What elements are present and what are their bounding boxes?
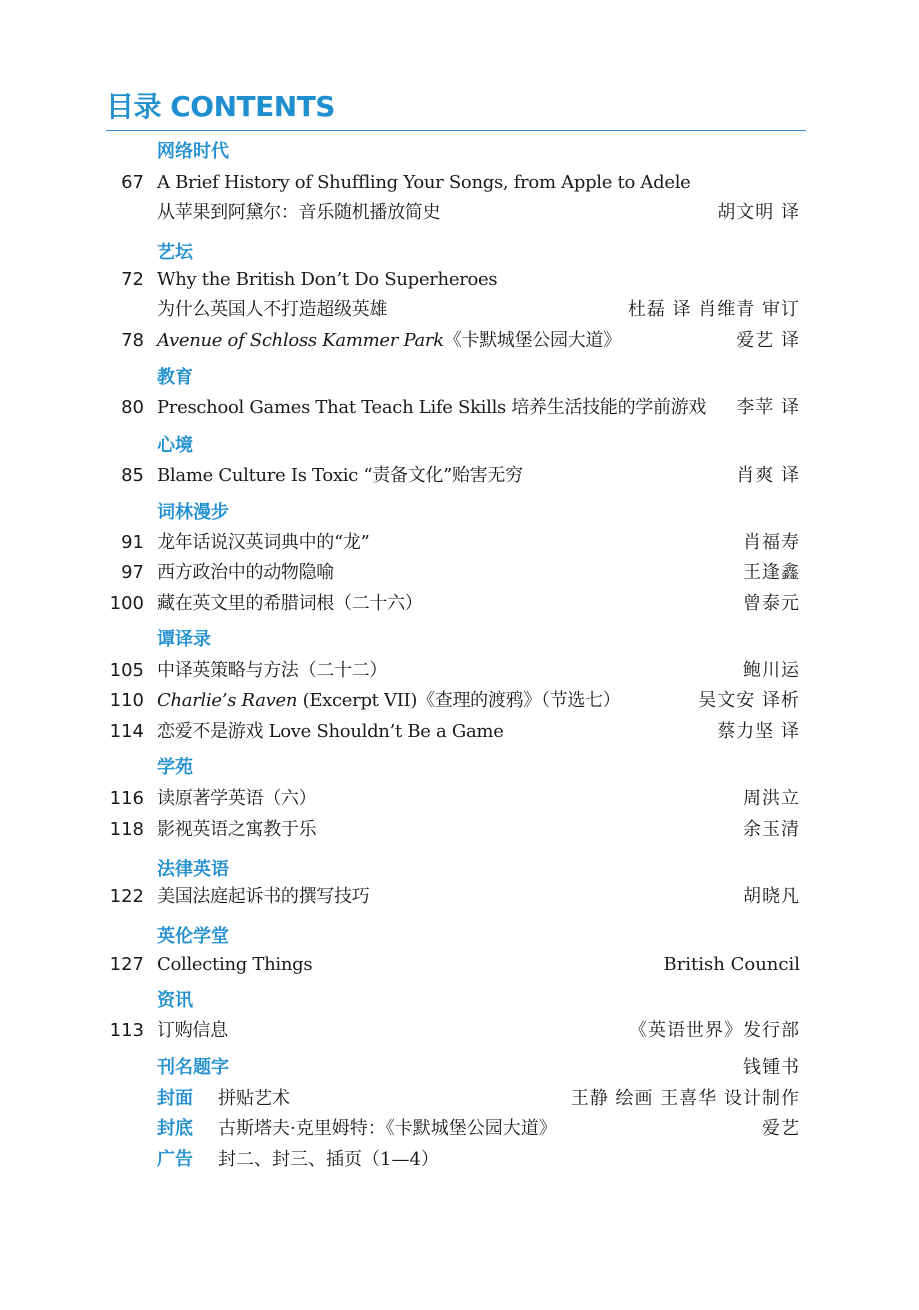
page-number: 113 (109, 1020, 144, 1041)
entry-credit: 周洪立 (743, 788, 800, 809)
toc-entry-line (0, 295, 919, 325)
entry-title: 读原著学英语（六） (157, 788, 317, 809)
entry-credit: British Council (663, 954, 800, 975)
entry-credit: 肖爽 译 (736, 465, 800, 486)
entry-title: Preschool Games That Teach Life Skills 培养生活技能的学前游戏 (157, 397, 707, 418)
page-number: 116 (109, 788, 144, 809)
entry-credit: 吴文安 译析 (698, 690, 800, 711)
entry-title: 藏在英文里的希腊词根（二十六） (157, 593, 423, 614)
page-number: 97 (121, 562, 144, 583)
entry-credit: 李苹 译 (736, 397, 800, 418)
cover-label: 封面 (157, 1088, 193, 1109)
entry-credit: 鲍川运 (743, 660, 800, 681)
section-heading: 艺坛 (157, 242, 193, 263)
page-number: 80 (121, 397, 144, 418)
page-number: 105 (109, 660, 144, 681)
back-cover-credit: 爱艺 (762, 1118, 800, 1139)
page-number: 122 (109, 886, 144, 907)
entry-title: 恋爱不是游戏 Love Shouldn’t Be a Game (157, 721, 504, 742)
entry-title: 从苹果到阿黛尔：音乐随机播放简史 (157, 202, 441, 223)
page-number: 118 (109, 819, 144, 840)
ads-label: 广告 (157, 1149, 193, 1170)
entry-title: Collecting Things (157, 954, 313, 975)
page-number: 85 (121, 465, 144, 486)
section-heading: 网络时代 (157, 141, 229, 162)
back-cover-label: 封底 (157, 1118, 193, 1139)
toc-entry[interactable] (0, 717, 919, 747)
entry-title-italic: Avenue of Schloss Kammer Park (157, 330, 444, 351)
section-heading: 法律英语 (157, 859, 229, 880)
toc-entry[interactable] (0, 265, 919, 295)
toc-entry[interactable] (0, 528, 919, 558)
entry-title: 影视英语之寓教于乐 (157, 819, 317, 840)
back-cover-text: 古斯塔夫·克里姆特：《卡默城堡公园大道》 (218, 1118, 557, 1139)
masthead-row (0, 1053, 919, 1083)
page-number: 78 (121, 330, 144, 351)
section-heading: 心境 (157, 435, 193, 456)
entry-credit: 《英语世界》发行部 (629, 1020, 800, 1041)
entry-credit: 余玉清 (743, 819, 800, 840)
section-heading: 教育 (157, 367, 193, 388)
ads-row (0, 1145, 919, 1175)
entry-credit: 曾泰元 (743, 593, 800, 614)
toc-entry[interactable] (0, 393, 919, 423)
page-number: 91 (121, 532, 144, 553)
toc-entry[interactable] (0, 461, 919, 491)
entry-credit: 王逢鑫 (743, 562, 800, 583)
entry-title (157, 328, 621, 354)
entry-credit: 蔡力坚 译 (717, 721, 800, 742)
title-rule (106, 130, 806, 131)
page-number: 100 (109, 593, 144, 614)
entry-title: 为什么英国人不打造超级英雄 (157, 299, 388, 320)
entry-title-rest: (Excerpt VII)《查理的渡鸦》（节选七） (297, 690, 621, 711)
toc-entry[interactable] (0, 656, 919, 686)
section-heading: 资讯 (157, 990, 193, 1011)
page-number: 72 (121, 269, 144, 290)
entry-credit: 爱艺 译 (736, 330, 800, 351)
section-heading: 学苑 (157, 757, 193, 778)
entry-credit: 胡文明 译 (717, 202, 800, 223)
entry-credit: 胡晓凡 (743, 886, 800, 907)
toc-entry[interactable] (0, 950, 919, 980)
cover-row (0, 1084, 919, 1114)
toc-entry[interactable] (0, 1016, 919, 1046)
toc-entry[interactable] (0, 589, 919, 619)
back-cover-row (0, 1114, 919, 1144)
cover-text: 拼贴艺术 (218, 1088, 290, 1109)
toc-entry[interactable] (0, 882, 919, 912)
toc-entry[interactable] (0, 168, 919, 198)
toc-entry[interactable] (0, 326, 919, 356)
section-heading: 谭译录 (157, 629, 211, 650)
toc-entry[interactable] (0, 686, 919, 716)
entry-title-italic: Charlie’s Raven (157, 690, 298, 711)
entry-title: Why the British Don’t Do Superheroes (157, 269, 498, 290)
entry-credit: 杜磊 译 肖维青 审订 (627, 299, 800, 320)
cover-credit: 王静 绘画 王喜华 设计制作 (570, 1088, 800, 1109)
page-title: 目录 CONTENTS (106, 90, 335, 123)
entry-title-cn: 《卡默城堡公园大道》 (443, 330, 621, 351)
masthead-credit: 钱锺书 (743, 1057, 800, 1078)
ads-text: 封二、封三、插页（1—4） (218, 1149, 439, 1170)
entry-title: A Brief History of Shuffling Your Songs, from Apple to Adele (157, 172, 691, 193)
entry-title: 订购信息 (157, 1020, 228, 1041)
section-heading: 刊名题字 (157, 1057, 229, 1078)
entry-title: 龙年话说汉英词典中的“龙” (157, 532, 370, 553)
toc-entry-line (0, 198, 919, 228)
section-heading: 英伦学堂 (157, 926, 229, 947)
entry-title: 西方政治中的动物隐喻 (157, 562, 334, 583)
entry-title: Blame Culture Is Toxic “责备文化”贻害无穷 (157, 465, 523, 486)
page-number: 127 (109, 954, 144, 975)
page-number: 114 (109, 721, 144, 742)
toc-entry[interactable] (0, 558, 919, 588)
entry-title (157, 688, 620, 714)
entry-title: 中译英策略与方法（二十二） (157, 660, 388, 681)
toc-entry[interactable] (0, 784, 919, 814)
entry-credit: 肖福寿 (743, 532, 800, 553)
section-heading: 词林漫步 (157, 502, 229, 523)
entry-title: 美国法庭起诉书的撰写技巧 (157, 886, 370, 907)
toc-entry[interactable] (0, 815, 919, 845)
page-number: 67 (121, 172, 144, 193)
page-number: 110 (109, 690, 144, 711)
